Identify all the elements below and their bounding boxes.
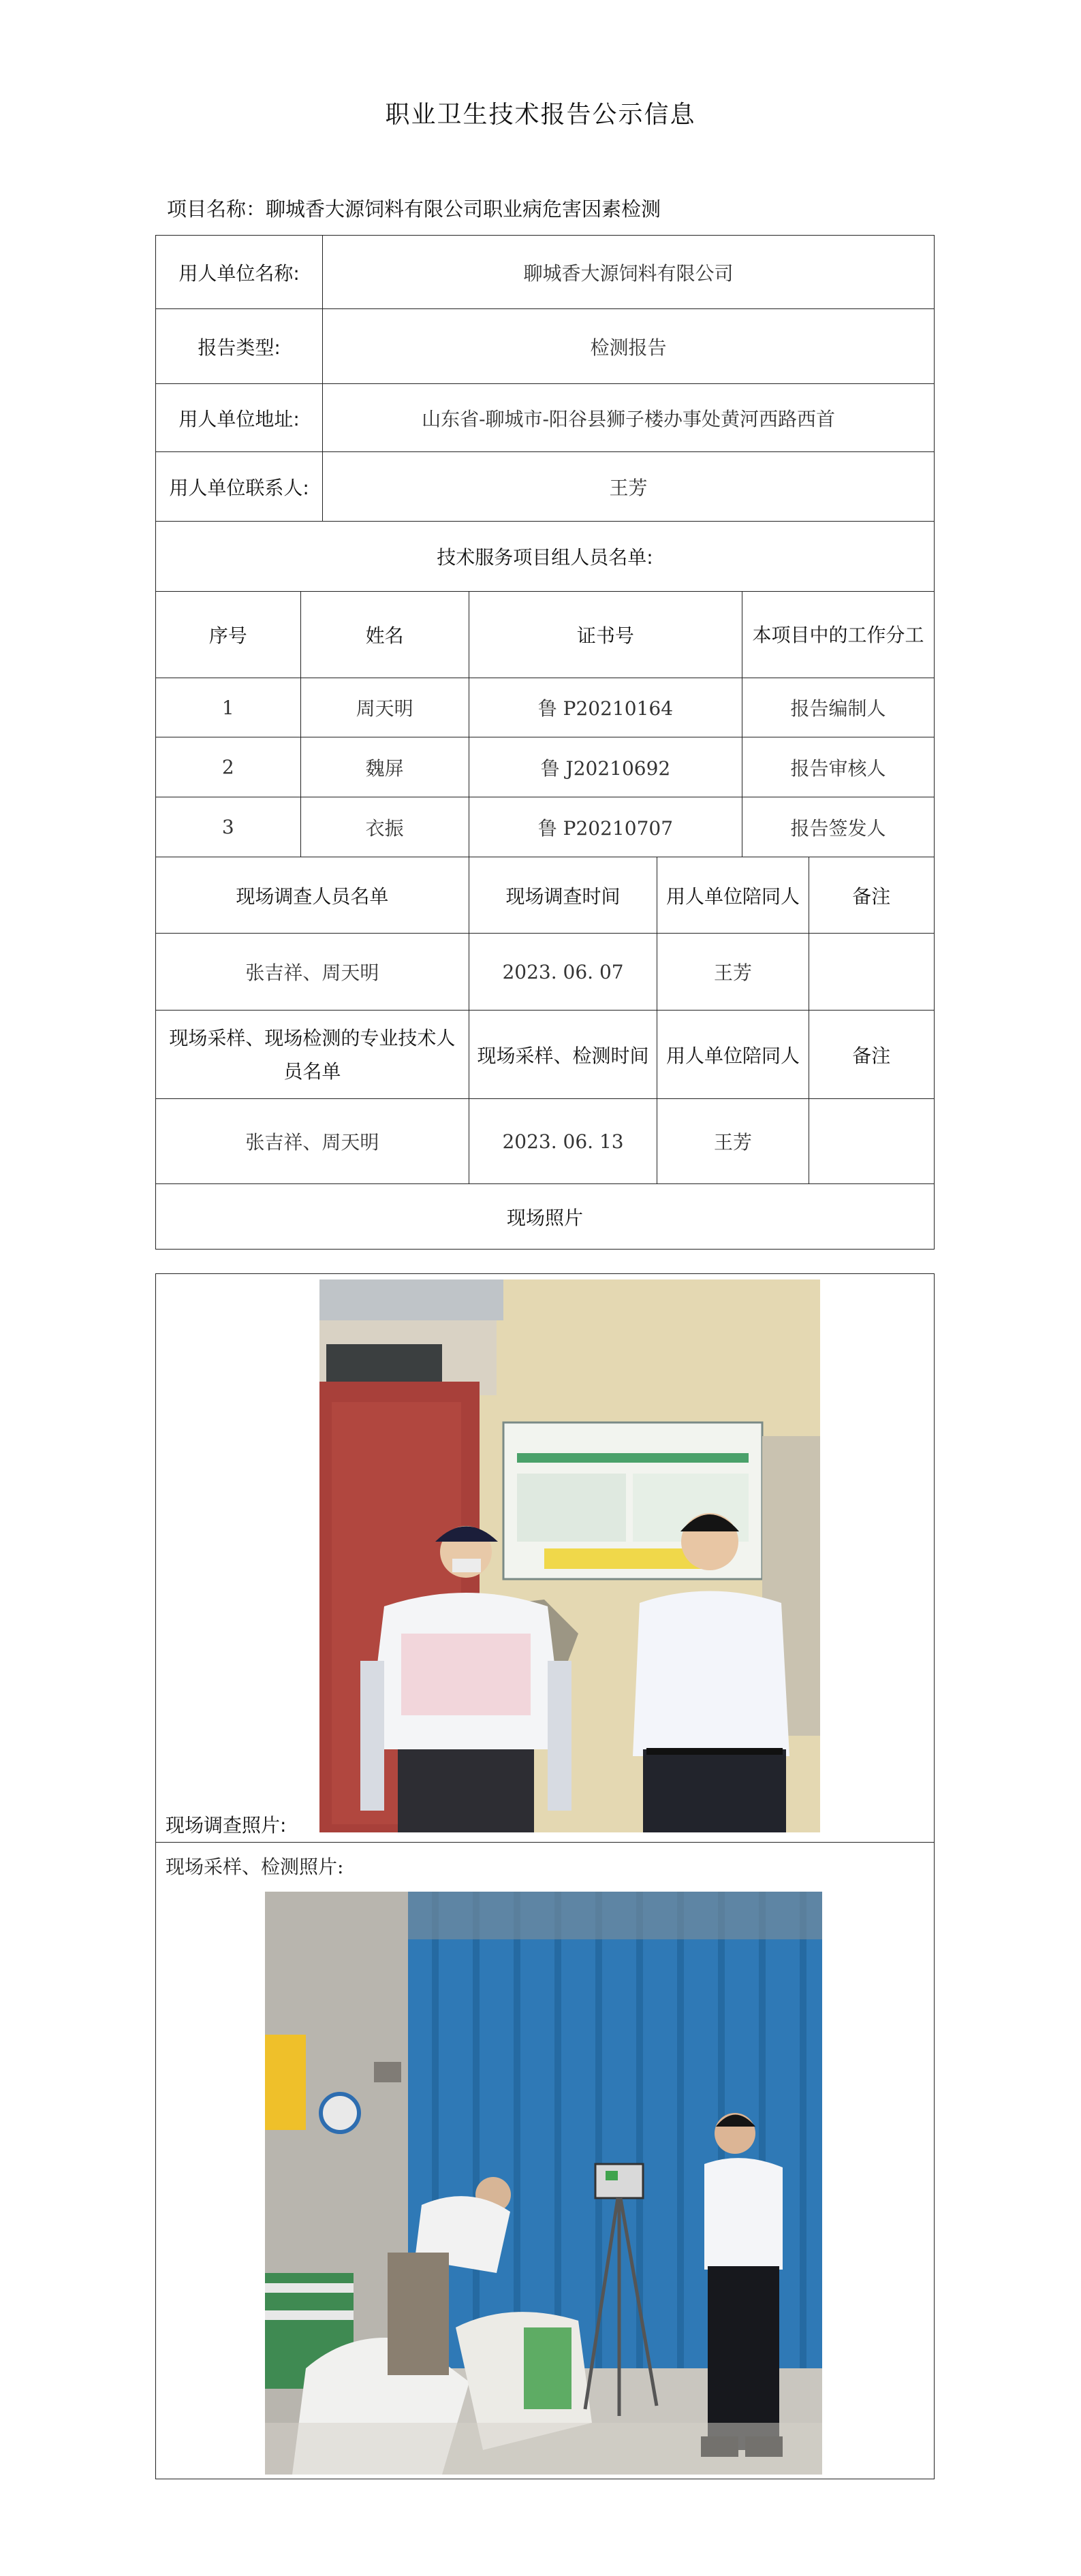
survey-row [156,934,935,1011]
row-unit-name [156,236,935,309]
member-name: 周天明 [300,678,469,737]
page-title: 职业卫生技术报告公示信息 [385,101,696,129]
member-name: 魏屏 [300,737,469,797]
sampling-row [156,1099,935,1184]
table-row [156,797,935,857]
row-team-title [156,522,935,592]
member-role: 报告编制人 [742,678,935,737]
member-no: 1 [156,678,301,737]
member-no: 3 [156,797,301,857]
team-header-row [156,592,935,678]
row-report-type [156,309,935,384]
sampling-photo-box [155,1843,935,2479]
team-title: 技术服务项目组人员名单: [156,522,935,592]
row-unit-address [156,384,935,452]
table-row [156,737,935,797]
photos-title-row [156,1184,935,1250]
sampling-staff: 张吉祥、周天明 [156,1099,469,1184]
label-unit-contact: 用人单位联系人: [156,452,323,522]
sampling-photo [265,1892,822,2475]
survey-photo-box [155,1273,935,1843]
survey-time: 2023. 06. 07 [469,934,657,1011]
header-no: 序号 [156,592,301,678]
label-unit-address: 用人单位地址: [156,384,323,452]
value-unit-name: 聊城香大源饲料有限公司 [323,236,935,309]
project-name: 项目名称：聊城香大源饲料有限公司职业病危害因素检测 [167,197,661,221]
row-unit-contact [156,452,935,522]
member-cert: 鲁 P20210164 [469,678,742,737]
survey-photo-caption: 现场调查照片: [166,1814,287,1836]
survey-staff: 张吉祥、周天明 [156,934,469,1011]
survey-photo [319,1279,820,1832]
member-no: 2 [156,737,301,797]
table-row [156,678,935,737]
info-table [155,235,935,1250]
header-role: 本项目中的工作分工 [742,592,935,678]
survey-escort: 王芳 [657,934,809,1011]
sampling-time: 2023. 06. 13 [469,1099,657,1184]
survey-header-escort: 用人单位陪同人 [657,857,809,934]
sampling-note [809,1099,934,1184]
member-name: 衣振 [300,797,469,857]
sampling-header-staff: 现场采样、现场检测的专业技术人员名单 [156,1011,469,1099]
sampling-header-escort: 用人单位陪同人 [657,1011,809,1099]
survey-note [809,934,934,1011]
survey-header-time: 现场调查时间 [469,857,657,934]
member-role: 报告审核人 [742,737,935,797]
value-report-type: 检测报告 [323,309,935,384]
sampling-header-note: 备注 [809,1011,934,1099]
survey-header-staff: 现场调查人员名单 [156,857,469,934]
sampling-header-row [156,1011,935,1099]
header-cert: 证书号 [469,592,742,678]
sampling-photo-caption: 现场采样、检测照片: [166,1856,344,1878]
label-unit-name: 用人单位名称: [156,236,323,309]
survey-header-row [156,857,935,934]
value-unit-address: 山东省-聊城市-阳谷县狮子楼办事处黄河西路西首 [323,384,935,452]
header-name: 姓名 [300,592,469,678]
survey-header-note: 备注 [809,857,934,934]
photos-section-title: 现场照片 [156,1184,935,1250]
member-cert: 鲁 J20210692 [469,737,742,797]
sampling-header-time: 现场采样、检测时间 [469,1011,657,1099]
member-cert: 鲁 P20210707 [469,797,742,857]
member-role: 报告签发人 [742,797,935,857]
value-unit-contact: 王芳 [323,452,935,522]
sampling-escort: 王芳 [657,1099,809,1184]
label-report-type: 报告类型: [156,309,323,384]
